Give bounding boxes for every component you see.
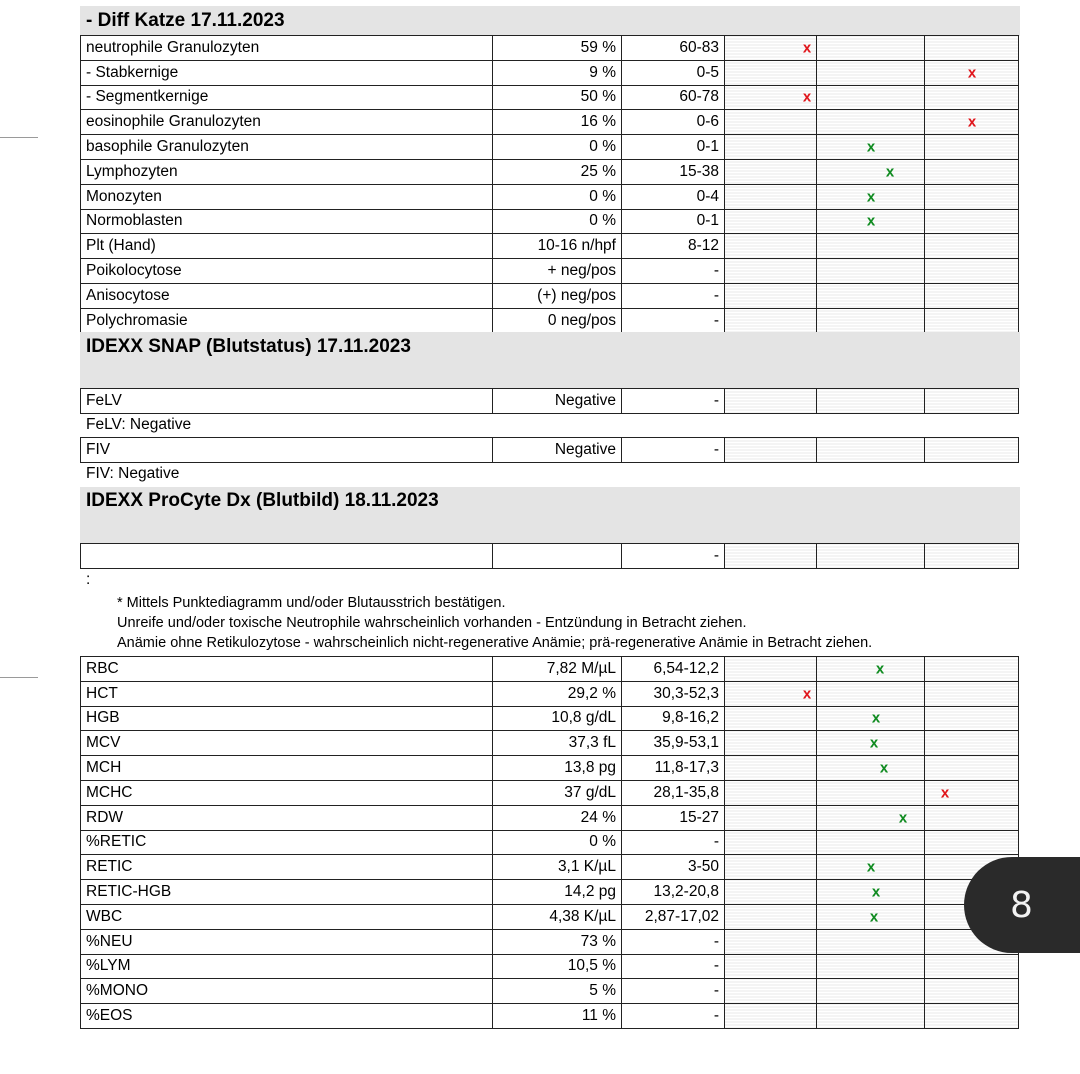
reference-range: 60-83 — [622, 36, 725, 61]
normal-column — [817, 36, 925, 61]
low-column — [725, 209, 817, 234]
low-column — [725, 544, 817, 569]
normal-column — [817, 657, 925, 682]
high-column — [925, 85, 1019, 110]
test-value: 3,1 K/µL — [493, 855, 622, 880]
high-column — [925, 706, 1019, 731]
reference-range: 0-1 — [622, 135, 725, 160]
section-title: IDEXX ProCyte Dx (Blutbild) 18.11.2023 — [86, 490, 439, 511]
normal-column — [817, 880, 925, 905]
test-value: 7,82 M/µL — [493, 657, 622, 682]
low-column — [725, 979, 817, 1004]
high-column — [925, 60, 1019, 85]
test-value: 0 % — [493, 209, 622, 234]
test-value: 25 % — [493, 159, 622, 184]
test-value: 0 neg/pos — [493, 308, 622, 333]
low-column — [725, 880, 817, 905]
table-row — [81, 780, 1019, 805]
test-value: 4,38 K/µL — [493, 904, 622, 929]
normal-column — [817, 780, 925, 805]
test-value: 10,5 % — [493, 954, 622, 979]
test-name: HCT — [81, 681, 493, 706]
low-column — [725, 1004, 817, 1029]
table-row — [81, 681, 1019, 706]
below-range-marker: x — [802, 39, 812, 57]
low-column — [725, 780, 817, 805]
test-name: FIV — [81, 438, 493, 463]
diff-table — [80, 35, 1019, 334]
high-column — [925, 544, 1019, 569]
table-row — [81, 36, 1019, 61]
low-column — [725, 706, 817, 731]
high-column — [925, 681, 1019, 706]
test-value: 0 % — [493, 830, 622, 855]
normal-column — [817, 184, 925, 209]
test-value: 13,8 pg — [493, 756, 622, 781]
test-name: FeLV — [81, 389, 493, 414]
table-row — [81, 1004, 1019, 1029]
reference-range: 2,87-17,02 — [622, 904, 725, 929]
test-value — [493, 544, 622, 569]
low-column — [725, 389, 817, 414]
normal-column — [817, 830, 925, 855]
normal-column — [817, 904, 925, 929]
normal-column — [817, 954, 925, 979]
test-value: 0 % — [493, 184, 622, 209]
reference-range: 60-78 — [622, 85, 725, 110]
test-name: Normoblasten — [81, 209, 493, 234]
low-column — [725, 259, 817, 284]
table-row — [81, 544, 1019, 569]
high-column — [925, 780, 1019, 805]
reference-range: 15-38 — [622, 159, 725, 184]
reference-range: 28,1-35,8 — [622, 780, 725, 805]
normal-column — [817, 855, 925, 880]
note-line: * Mittels Punktediagramm und/oder Blutausstrich bestätigen. — [117, 595, 506, 611]
note-line: Anämie ohne Retikulozytose - wahrscheinlich nicht-regenerative Anämie; prä-regenerative Anämie in Betracht ziehen. — [117, 635, 873, 651]
below-range-marker: x — [802, 685, 812, 703]
low-column — [725, 657, 817, 682]
in-range-marker: x — [875, 660, 885, 678]
test-value: 10-16 n/hpf — [493, 234, 622, 259]
low-column — [725, 159, 817, 184]
test-value: 37 g/dL — [493, 780, 622, 805]
high-column — [925, 36, 1019, 61]
in-range-marker: x — [866, 188, 876, 206]
table-row — [81, 209, 1019, 234]
test-name: Poikolocytose — [81, 259, 493, 284]
in-range-marker: x — [871, 883, 881, 901]
test-name: MCH — [81, 756, 493, 781]
test-value: 16 % — [493, 110, 622, 135]
test-name: WBC — [81, 904, 493, 929]
reference-range: - — [622, 283, 725, 308]
low-column — [725, 234, 817, 259]
table-row — [81, 308, 1019, 333]
procyte-table — [80, 656, 1019, 1029]
reference-range: 0-1 — [622, 209, 725, 234]
test-value: 29,2 % — [493, 681, 622, 706]
test-name: %MONO — [81, 979, 493, 1004]
reference-range: 8-12 — [622, 234, 725, 259]
reference-range: 0-4 — [622, 184, 725, 209]
test-name: Anisocytose — [81, 283, 493, 308]
test-value: 14,2 pg — [493, 880, 622, 905]
high-column — [925, 184, 1019, 209]
normal-column — [817, 681, 925, 706]
normal-column — [817, 929, 925, 954]
test-name: RETIC-HGB — [81, 880, 493, 905]
table-row — [81, 389, 1019, 414]
reference-range: - — [622, 830, 725, 855]
test-name: %RETIC — [81, 830, 493, 855]
low-column — [725, 308, 817, 333]
normal-column — [817, 209, 925, 234]
high-column — [925, 657, 1019, 682]
high-column — [925, 756, 1019, 781]
section-header-snap — [80, 332, 1020, 388]
table-row — [81, 135, 1019, 160]
table-row — [81, 259, 1019, 284]
low-column — [725, 805, 817, 830]
normal-column — [817, 283, 925, 308]
test-name: eosinophile Granulozyten — [81, 110, 493, 135]
normal-column — [817, 110, 925, 135]
test-value: 5 % — [493, 979, 622, 1004]
reference-range: - — [622, 1004, 725, 1029]
normal-column — [817, 1004, 925, 1029]
test-value: 24 % — [493, 805, 622, 830]
reference-range: - — [622, 389, 725, 414]
test-name: - Stabkernige — [81, 60, 493, 85]
margin-rule — [0, 677, 38, 678]
low-column — [725, 830, 817, 855]
table-row — [81, 805, 1019, 830]
section-title: IDEXX SNAP (Blutstatus) 17.11.2023 — [86, 336, 411, 357]
test-value: (+) neg/pos — [493, 283, 622, 308]
below-range-marker: x — [802, 88, 812, 106]
low-column — [725, 85, 817, 110]
table-row — [81, 60, 1019, 85]
reference-range: 0-6 — [622, 110, 725, 135]
test-value: + neg/pos — [493, 259, 622, 284]
note-line: Unreife und/oder toxische Neutrophile wahrscheinlich vorhanden - Entzündung in Betracht ziehen. — [117, 615, 747, 631]
low-column — [725, 756, 817, 781]
reference-range: - — [622, 929, 725, 954]
in-range-marker: x — [866, 858, 876, 876]
test-name: %LYM — [81, 954, 493, 979]
test-name: RBC — [81, 657, 493, 682]
normal-column — [817, 706, 925, 731]
test-name: Monozyten — [81, 184, 493, 209]
reference-range: 3-50 — [622, 855, 725, 880]
low-column — [725, 110, 817, 135]
normal-column — [817, 438, 925, 463]
low-column — [725, 929, 817, 954]
in-range-marker: x — [866, 212, 876, 230]
high-column — [925, 308, 1019, 333]
test-value: Negative — [493, 438, 622, 463]
table-row — [81, 979, 1019, 1004]
low-column — [725, 681, 817, 706]
section-title: - Diff Katze 17.11.2023 — [86, 10, 285, 31]
reference-range: - — [622, 308, 725, 333]
test-name: RDW — [81, 805, 493, 830]
high-column — [925, 209, 1019, 234]
test-name — [81, 544, 493, 569]
reference-range: - — [622, 259, 725, 284]
margin-rule — [0, 137, 38, 138]
test-name: %EOS — [81, 1004, 493, 1029]
table-row — [81, 880, 1019, 905]
snap-felv-table — [80, 388, 1019, 414]
low-column — [725, 184, 817, 209]
normal-column — [817, 259, 925, 284]
normal-column — [817, 731, 925, 756]
test-name: RETIC — [81, 855, 493, 880]
table-row — [81, 184, 1019, 209]
low-column — [725, 855, 817, 880]
above-range-marker: x — [967, 113, 977, 131]
normal-column — [817, 805, 925, 830]
high-column — [925, 731, 1019, 756]
high-column — [925, 389, 1019, 414]
normal-column — [817, 60, 925, 85]
test-name: Polychromasie — [81, 308, 493, 333]
high-column — [925, 1004, 1019, 1029]
test-value: 59 % — [493, 36, 622, 61]
reference-range: 0-5 — [622, 60, 725, 85]
table-row — [81, 85, 1019, 110]
reference-range: 30,3-52,3 — [622, 681, 725, 706]
in-range-marker: x — [869, 908, 879, 926]
table-row — [81, 929, 1019, 954]
low-column — [725, 731, 817, 756]
in-range-marker: x — [879, 759, 889, 777]
high-column — [925, 979, 1019, 1004]
table-row — [81, 731, 1019, 756]
fiv-result-note: FIV: Negative — [86, 465, 180, 482]
high-column — [925, 954, 1019, 979]
high-column — [925, 135, 1019, 160]
normal-column — [817, 308, 925, 333]
table-row — [81, 283, 1019, 308]
section-header-procyte — [80, 487, 1020, 543]
normal-column — [817, 544, 925, 569]
table-row — [81, 855, 1019, 880]
normal-column — [817, 85, 925, 110]
table-row — [81, 657, 1019, 682]
normal-column — [817, 389, 925, 414]
test-name: Plt (Hand) — [81, 234, 493, 259]
low-column — [725, 60, 817, 85]
high-column — [925, 234, 1019, 259]
page-number: 8 — [1010, 884, 1033, 926]
normal-column — [817, 234, 925, 259]
reference-range: 15-27 — [622, 805, 725, 830]
test-value: 73 % — [493, 929, 622, 954]
table-row — [81, 706, 1019, 731]
reference-range: 13,2-20,8 — [622, 880, 725, 905]
test-name: MCV — [81, 731, 493, 756]
table-row — [81, 756, 1019, 781]
test-name: basophile Granulozyten — [81, 135, 493, 160]
test-value: 0 % — [493, 135, 622, 160]
low-column — [725, 36, 817, 61]
low-column — [725, 135, 817, 160]
normal-column — [817, 135, 925, 160]
reference-range: - — [622, 438, 725, 463]
in-range-marker: x — [885, 163, 895, 181]
above-range-marker: x — [940, 784, 950, 802]
reference-range: 9,8-16,2 — [622, 706, 725, 731]
page-number-badge[interactable] — [964, 857, 1080, 953]
normal-column — [817, 979, 925, 1004]
table-row — [81, 159, 1019, 184]
normal-column — [817, 756, 925, 781]
snap-fiv-table — [80, 437, 1019, 463]
high-column — [925, 283, 1019, 308]
normal-column — [817, 159, 925, 184]
reference-range: 6,54-12,2 — [622, 657, 725, 682]
low-column — [725, 904, 817, 929]
test-name: HGB — [81, 706, 493, 731]
high-column — [925, 110, 1019, 135]
table-row — [81, 110, 1019, 135]
test-value: 37,3 fL — [493, 731, 622, 756]
table-row — [81, 438, 1019, 463]
test-name: - Segmentkernige — [81, 85, 493, 110]
test-value: 10,8 g/dL — [493, 706, 622, 731]
test-value: 11 % — [493, 1004, 622, 1029]
in-range-marker: x — [869, 734, 879, 752]
test-value: 9 % — [493, 60, 622, 85]
reference-range: - — [622, 979, 725, 1004]
table-row — [81, 904, 1019, 929]
colon-text: : — [86, 571, 91, 588]
in-range-marker: x — [866, 138, 876, 156]
reference-range: - — [622, 544, 725, 569]
high-column — [925, 830, 1019, 855]
test-name: %NEU — [81, 929, 493, 954]
in-range-marker: x — [898, 809, 908, 827]
table-row — [81, 954, 1019, 979]
in-range-marker: x — [871, 709, 881, 727]
felv-result-note: FeLV: Negative — [86, 416, 192, 433]
reference-range: 11,8-17,3 — [622, 756, 725, 781]
section-header-diff — [80, 6, 1020, 36]
test-value: 50 % — [493, 85, 622, 110]
reference-range: 35,9-53,1 — [622, 731, 725, 756]
low-column — [725, 438, 817, 463]
high-column — [925, 259, 1019, 284]
procyte-empty-table — [80, 543, 1019, 569]
test-value: Negative — [493, 389, 622, 414]
high-column — [925, 159, 1019, 184]
above-range-marker: x — [967, 64, 977, 82]
low-column — [725, 283, 817, 308]
test-name: MCHC — [81, 780, 493, 805]
reference-range: - — [622, 954, 725, 979]
test-name: neutrophile Granulozyten — [81, 36, 493, 61]
high-column — [925, 438, 1019, 463]
table-row — [81, 234, 1019, 259]
low-column — [725, 954, 817, 979]
test-name: Lymphozyten — [81, 159, 493, 184]
high-column — [925, 805, 1019, 830]
table-row — [81, 830, 1019, 855]
